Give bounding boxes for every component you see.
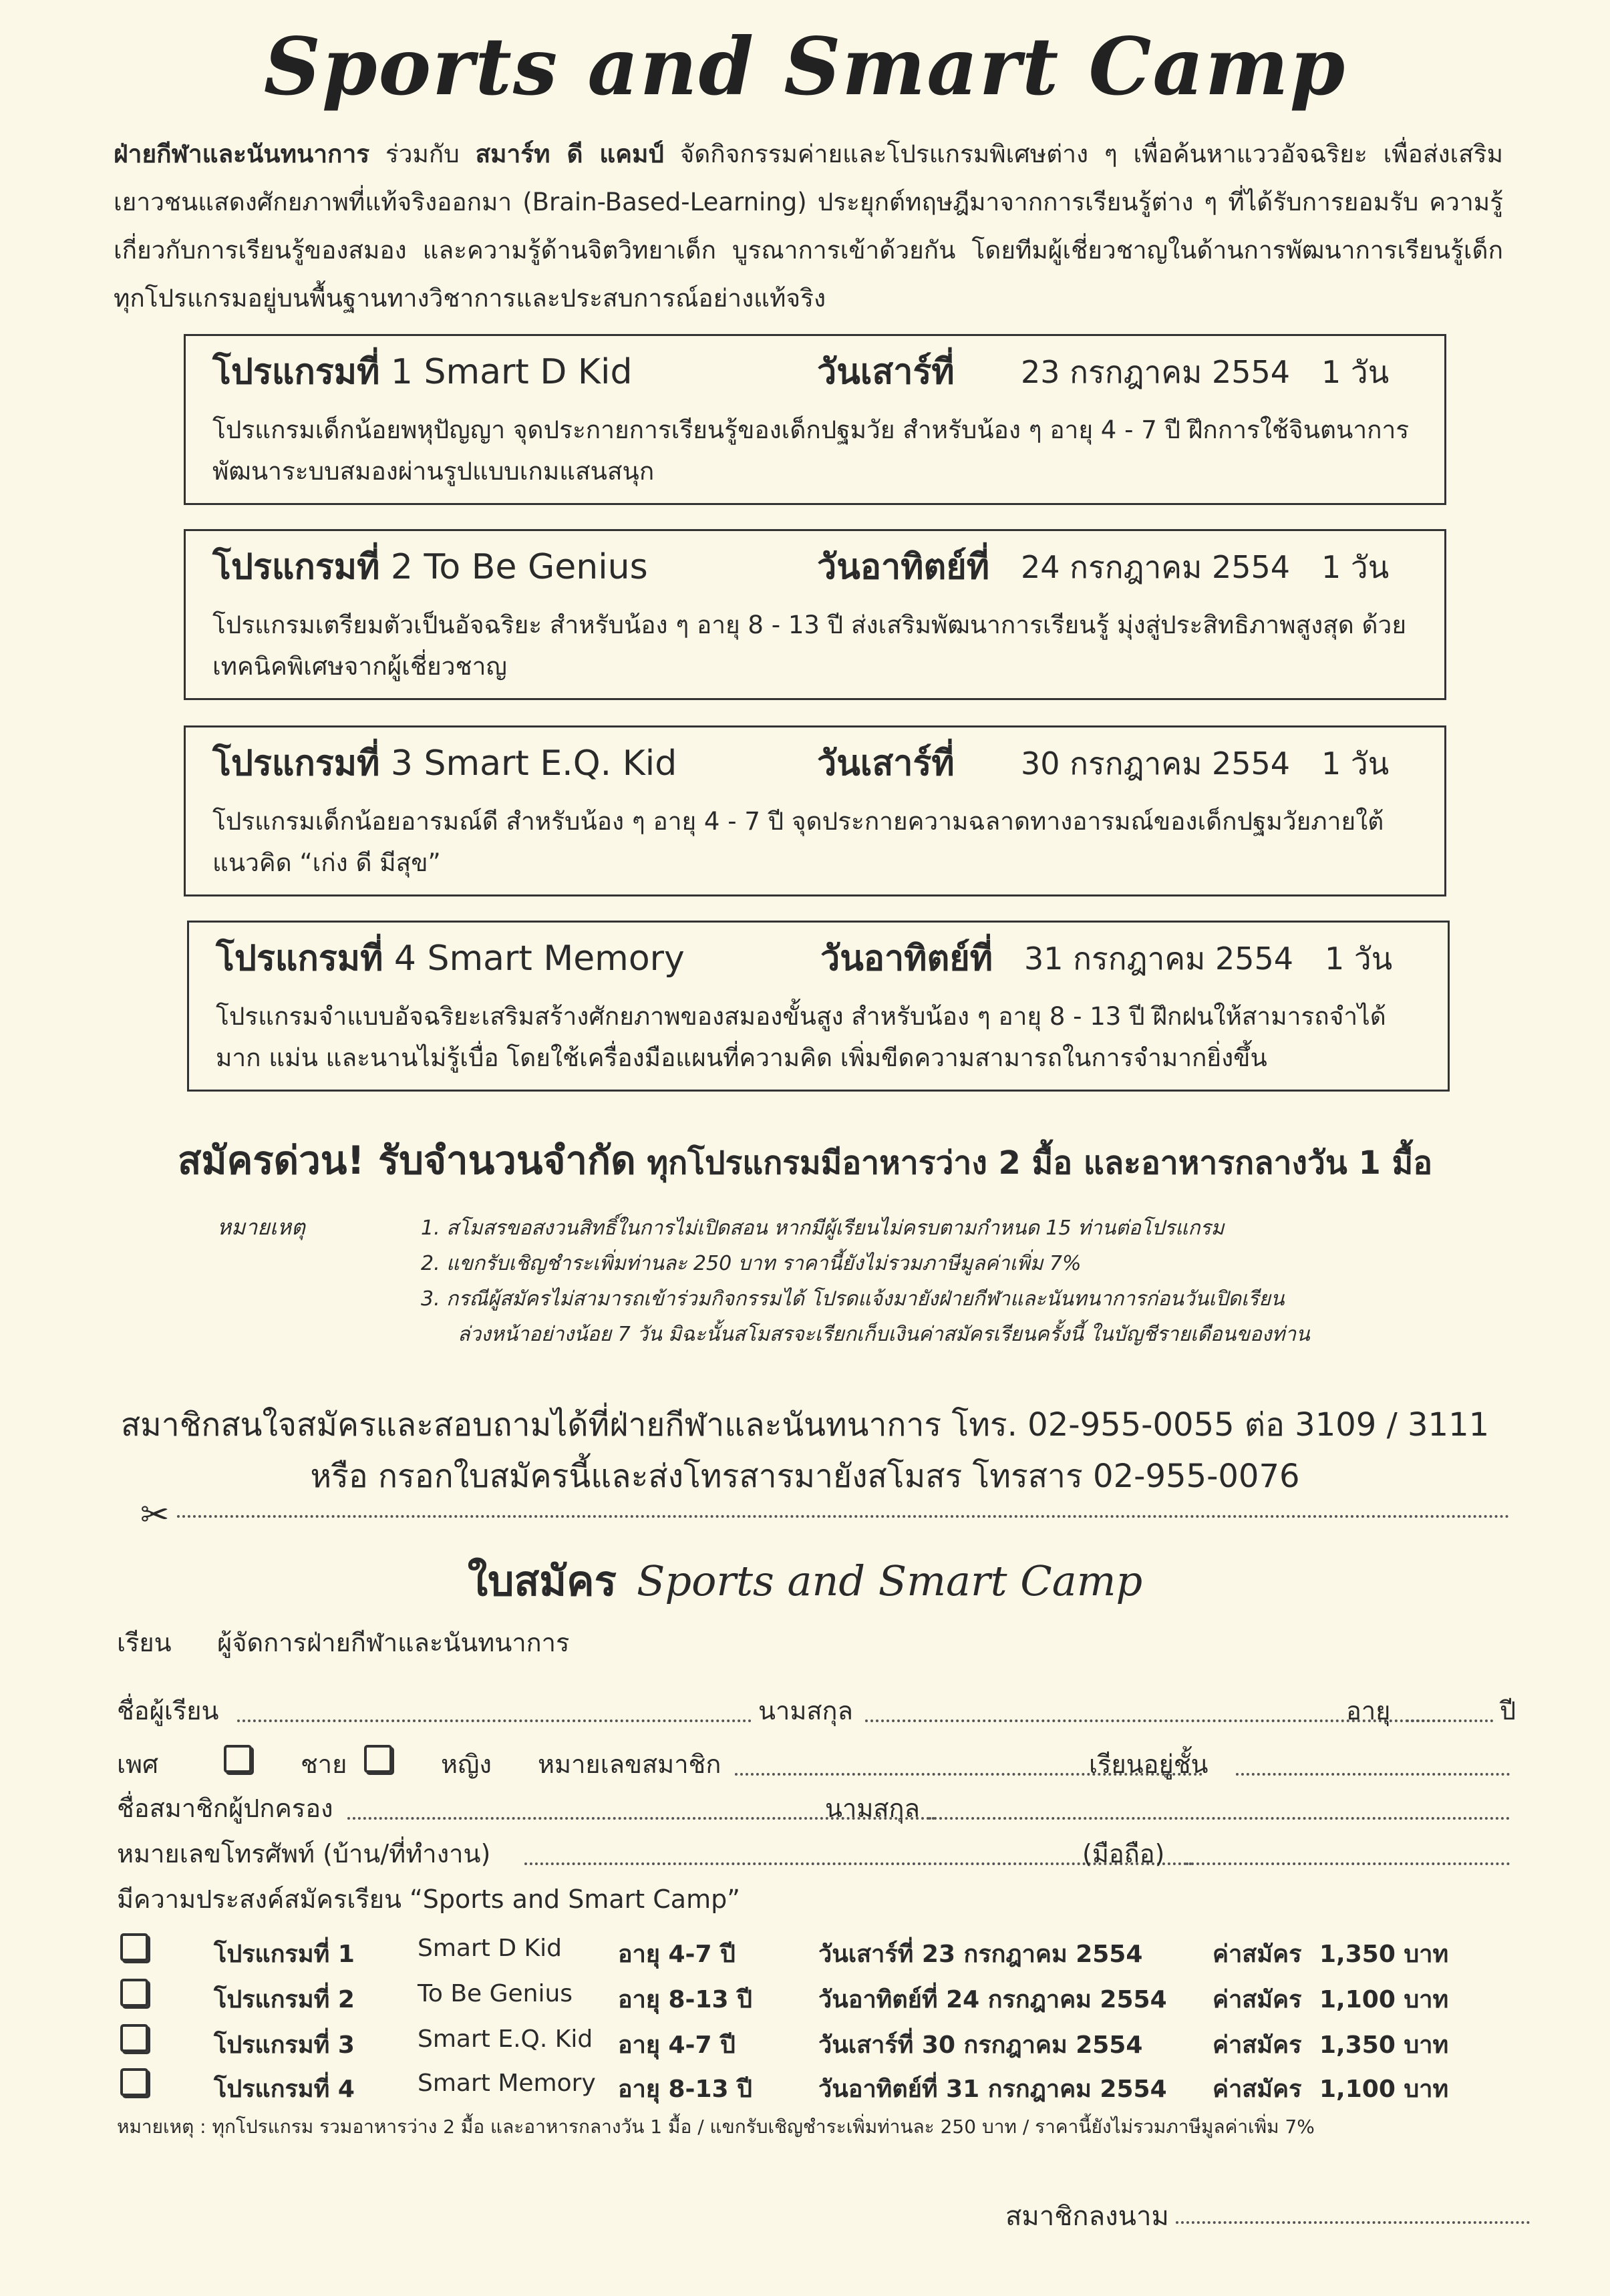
program-desc: โปรแกรมจำแบบอัจฉริยะเสริมสร้างศักยภาพของสมองขั้นสูง สำหรับน้อง ๆ อายุ 8 - 13 ปี ฝึกฝนให้สามารถจำได้มาก แม่น และนานไม่รู้เบื่อ โดยใช้เครื่องมือแผนที่ความคิด เพิ่มขีดความสามารถในการจำมากยิ่งขึ้น (216, 1002, 1386, 1072)
program-select-row-2 (117, 1980, 1520, 2021)
row-name: To Be Genius (418, 1980, 573, 2007)
intent-line (117, 1878, 1520, 1919)
note-item: 2. แขกรับเชิญชำระเพิ่มท่านละ 250 บาท ราคานี้ยังไม่รวมภาษีมูลค่าเพิ่ม 7% (421, 1252, 1082, 1275)
program-desc: โปรแกรมเด็กน้อยพหุปัญญา จุดประกายการเรียนรู้ของเด็กปฐมวัย สำหรับน้อง ๆ อายุ 4 - 7 ปี ฝึกการใช้จินตนาการ พัฒนาระบบสมองผ่านรูปแบบเกมแสนสนุก (212, 416, 1410, 486)
note-item: ล่วงหน้าอย่างน้อย 7 วัน มิฉะนั้นสโมสรจะเรียกเก็บเงินค่าสมัครเรียนครั้งนี้ ในบัญชีรายเดือนของท่าน (458, 1323, 1310, 1346)
intro-partner: สมาร์ท ดี แคมป์ (475, 140, 664, 168)
years-label: ปี (1500, 1696, 1516, 1726)
program-box-4 (187, 921, 1450, 1092)
program-day: วันเสาร์ที่ (817, 352, 955, 392)
scissors-icon: ✂ (140, 1495, 170, 1535)
program-length: 1 วัน (1321, 354, 1390, 390)
intent-label: มีความประสงค์สมัครเรียน “Sports and Smart Camp” (117, 1884, 740, 1914)
row-age: อายุ 8-13 ปี (618, 2076, 752, 2103)
program-label: โปรแกรมที่ (212, 744, 380, 784)
program-2-checkbox[interactable] (120, 1979, 148, 2007)
row-program: โปรแกรมที่ 2 (214, 1986, 355, 2013)
note-item: 3. กรณีผู้สมัครไม่สามารถเข้าร่วมกิจกรรมได้ โปรดแจ้งมายังฝ่ายกีฬาและนันทนาการก่อนวันเปิดเรียน (421, 1287, 1285, 1311)
cut-line (177, 1515, 1510, 1518)
program-4-checkbox[interactable] (120, 2068, 148, 2096)
member-no-label: หมายเลขสมาชิก (538, 1750, 721, 1779)
note-item: 1. สโมสรขอสงวนสิทธิ์ในการไม่เปิดสอน หากมีผู้เรียนไม่ครบตามกำหนด 15 ท่านต่อโปรแกรม (421, 1216, 1225, 1240)
program-box-1 (184, 334, 1446, 505)
female-checkbox[interactable] (364, 1745, 392, 1773)
row-age: อายุ 4-7 ปี (618, 1941, 736, 1968)
program-desc: โปรแกรมเตรียมตัวเป็นอัจฉริยะ สำหรับน้อง ๆ อายุ 8 - 13 ปี ส่งเสริมพัฒนาการเรียนรู้ มุ่งสู่ประสิทธิภาพสูงสุด ด้วยเทคนิคพิเศษจากผู้เชี่ยวชาญ (212, 611, 1407, 681)
program-date: 31 กรกฎาคม 2554 (1024, 941, 1294, 977)
program-1-checkbox[interactable] (120, 1933, 148, 1961)
row-fee: 1,350 บาท (1319, 2031, 1449, 2059)
contact-line-1: สมาชิกสนใจสมัครและสอบถามได้ที่ฝ่ายกีฬาและนันทนาการ โทร. 02-955-0055 ต่อ 3109 / 3111 (120, 1406, 1490, 1444)
row-fee-label: ค่าสมัคร (1213, 2076, 1302, 2103)
phone-label: หมายเลขโทรศัพท์ (บ้าน/ที่ทำงาน) (117, 1839, 491, 1868)
row-fee-label: ค่าสมัคร (1213, 1941, 1302, 1968)
program-day: วันอาทิตย์ที่ (820, 939, 993, 979)
form-title-th: ใบสมัคร (467, 1556, 617, 1605)
student-name-label: ชื่อผู้เรียน (117, 1696, 219, 1726)
program-length: 1 วัน (1321, 549, 1390, 585)
program-name: 2 To Be Genius (390, 547, 648, 587)
program-length: 1 วัน (1325, 941, 1393, 977)
male-checkbox[interactable] (224, 1745, 252, 1773)
sex-label: เพศ (117, 1750, 159, 1779)
page-title: Sports and Smart Camp (263, 20, 1347, 113)
age-field[interactable] (1406, 1719, 1493, 1722)
intro-paragraph (114, 130, 1503, 323)
row-program: โปรแกรมที่ 1 (214, 1941, 355, 1968)
program-name: 3 Smart E.Q. Kid (390, 744, 677, 784)
form-title (0, 1548, 1610, 1614)
program-date: 23 กรกฎาคม 2554 (1021, 354, 1291, 390)
row-fee: 1,350 บาท (1319, 1941, 1449, 1968)
hurry-sub: ทุกโปรแกรมมีอาหารว่าง 2 มื้อ และอาหารกลางวัน 1 มื้อ (635, 1144, 1433, 1182)
student-name-field[interactable] (237, 1719, 752, 1722)
signature-label: สมาชิกลงนาม (1005, 2201, 1169, 2232)
intro-text-1: ร่วมกับ (369, 140, 476, 168)
to-value: ผู้จัดการฝ่ายกีฬาและนันทนาการ (217, 1628, 570, 1657)
program-3-checkbox[interactable] (120, 2024, 148, 2052)
program-box-3 (184, 725, 1446, 896)
form-title-en: Sports and Smart Camp (636, 1556, 1143, 1605)
program-label: โปรแกรมที่ (212, 352, 380, 392)
mobile-label: (มือถือ) (1082, 1839, 1165, 1868)
parent-line (117, 1788, 1520, 1828)
row-name: Smart D Kid (418, 1935, 562, 1962)
row-date: วันเสาร์ที่ 30 กรกฎาคม 2554 (818, 2031, 1143, 2059)
program-date: 30 กรกฎาคม 2554 (1021, 746, 1291, 782)
mobile-field[interactable] (1186, 1862, 1510, 1865)
female-label: หญิง (441, 1750, 492, 1779)
program-select-row-1 (117, 1935, 1520, 1976)
student-name-line (117, 1690, 1520, 1730)
parent-surname-field[interactable] (929, 1817, 1510, 1820)
row-date: วันเสาร์ที่ 23 กรกฎาคม 2554 (818, 1941, 1143, 1968)
program-name: 1 Smart D Kid (390, 352, 633, 392)
program-desc: โปรแกรมเด็กน้อยอารมณ์ดี สำหรับน้อง ๆ อายุ 4 - 7 ปี จุดประกายความฉลาดทางอารมณ์ของเด็กปฐมวัยภายใต้แนวคิด “เก่ง ดี มีสุข” (212, 807, 1384, 877)
program-length: 1 วัน (1321, 746, 1390, 782)
parent-name-label: ชื่อสมาชิกผู้ปกครอง (117, 1794, 333, 1823)
male-label: ชาย (301, 1750, 347, 1779)
row-name: Smart Memory (418, 2070, 596, 2097)
signature-field[interactable] (1176, 2221, 1530, 2224)
row-fee-label: ค่าสมัคร (1213, 1986, 1302, 2013)
row-date: วันอาทิตย์ที่ 24 กรกฎาคม 2554 (818, 1986, 1167, 2013)
hurry-banner (0, 1129, 1610, 1191)
program-label: โปรแกรมที่ (212, 547, 380, 587)
intro-text-2: จัดกิจกรรมค่ายและโปรแกรมพิเศษต่าง ๆ เพื่อค้นหาแววอัจฉริยะ เพื่อส่งเสริมเยาวชนแสดงศักยภาพที่แท้จริงออกมา (Brain-Based-Learning) ประยุกต์ทฤษฎีมาจากการเรียนรู้ต่าง ๆ ที่ได้รับการยอมรับ ความรู้เกี่ยวกับการเรียนรู้ของสมอง และความรู้ด้านจิตวิทยาเด็ก บูรณาการเข้าด้วยกัน โดยทีมผู้เชี่ยวชาญในด้านการพัฒนาการเรียนรู้เด็ก ทุกโปรแกรมอยู่บนพื้นฐานทางวิชาการและประสบการณ์อย่างแท้จริง (114, 140, 1504, 313)
grade-label: เรียนอยู่ชั้น (1089, 1750, 1209, 1779)
phone-line (117, 1833, 1520, 1873)
row-program: โปรแกรมที่ 4 (214, 2076, 355, 2103)
age-label: อายุ (1346, 1696, 1391, 1726)
program-select-row-4 (117, 2070, 1520, 2111)
program-select-row-3 (117, 2025, 1520, 2067)
row-name: Smart E.Q. Kid (418, 2025, 593, 2053)
sex-member-line (117, 1744, 1520, 1784)
notes-list (421, 1210, 1463, 1352)
surname-label: นามสกุล (758, 1696, 853, 1726)
row-fee: 1,100 บาท (1319, 1986, 1449, 2013)
grade-field[interactable] (1236, 1773, 1510, 1776)
notes-label: หมายเหตุ (217, 1214, 305, 1240)
row-date: วันอาทิตย์ที่ 31 กรกฎาคม 2554 (818, 2076, 1167, 2103)
row-fee-label: ค่าสมัคร (1213, 2031, 1302, 2059)
program-day: วันเสาร์ที่ (817, 744, 955, 784)
parent-surname-label: นามสกุล (825, 1794, 920, 1823)
row-fee: 1,100 บาท (1319, 2076, 1449, 2103)
program-label: โปรแกรมที่ (216, 939, 383, 979)
form-to-line (117, 1622, 1520, 1662)
form-footnote: หมายเหตุ : ทุกโปรแกรม รวมอาหารว่าง 2 มื้อ และอาหารกลางวัน 1 มื้อ / แขกรับเชิญชำระเพิ่มท่านละ 250 บาท / ราคานี้ยังไม่รวมภาษีมูลค่าเพิ่ม 7% (117, 2116, 1315, 2138)
row-age: อายุ 4-7 ปี (618, 2031, 736, 2059)
row-age: อายุ 8-13 ปี (618, 1986, 752, 2013)
row-program: โปรแกรมที่ 3 (214, 2031, 355, 2059)
program-name: 4 Smart Memory (393, 939, 685, 979)
contact-line-2: หรือ กรอกใบสมัครนี้และส่งโทรสารมายังสโมสร โทรสาร 02-955-0076 (310, 1458, 1300, 1495)
program-date: 24 กรกฎาคม 2554 (1021, 549, 1291, 585)
intro-lead: ฝ่ายกีฬาและนันทนาการ (114, 140, 370, 168)
program-box-2 (184, 529, 1446, 700)
hurry-main: สมัครด่วน! รับจำนวนจำกัด (177, 1138, 636, 1183)
program-day: วันอาทิตย์ที่ (817, 547, 989, 587)
to-label: เรียน (117, 1628, 172, 1657)
